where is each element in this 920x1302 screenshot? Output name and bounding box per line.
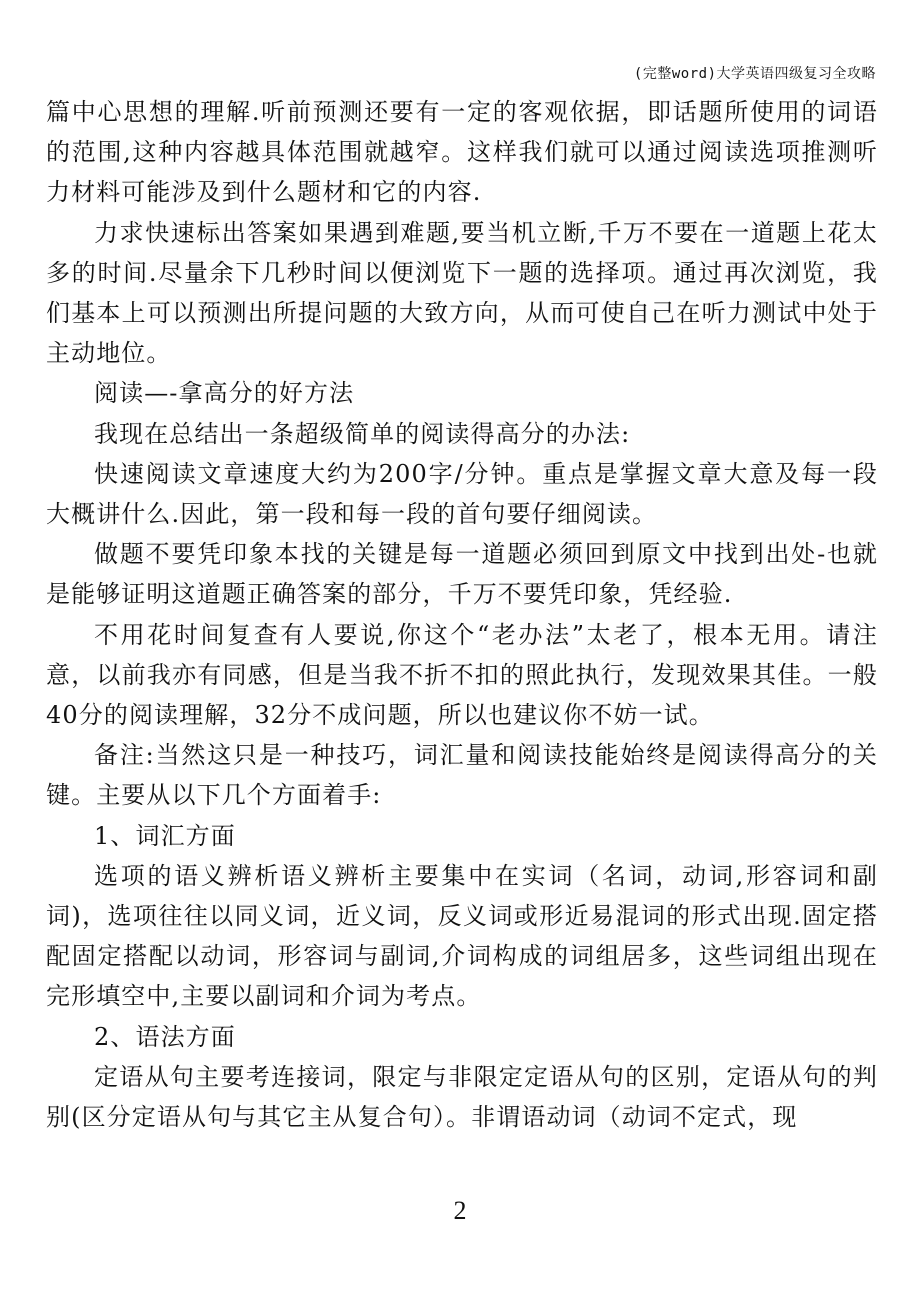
paragraph-grammar: 定语从句主要考连接词，限定与非限定定语从句的区别，定语从句的判别(区分定语从句与其它主从复合句）。非谓语动词（动词不定式，现 xyxy=(46,1062,878,1132)
running-header: (完整word)大学英语四级复习全攻略 xyxy=(633,66,876,82)
page-number: 2 xyxy=(453,1196,467,1225)
paragraph-mark-answers-quickly: 力求快速标出答案如果遇到难题,要当机立断,千万不要在一道题上花太多的时间.尽量余下几秒时间以便浏览下一题的选择项。通过再次浏览，我们基本上可以预测出所提问题的大致方向，从而可使自己在听力测试中处于主动地位。 xyxy=(46,218,878,368)
section-heading-grammar: 2、语法方面 xyxy=(94,1022,236,1051)
paragraph-vocabulary: 选项的语义辨析语义辨析主要集中在实词（名词，动词,形容词和副词)，选项往往以同义词，近义词，反义词或形近易混词的形式出现.固定搭配固定搭配以动词，形容词与副词,介词构成的词组居多，这些词组出现在完形填空中,主要以副词和介词为考点。 xyxy=(46,861,878,1011)
section-heading-vocabulary: 1、词汇方面 xyxy=(94,821,236,850)
paragraph-listening-prediction-cont: 篇中心思想的理解.听前预测还要有一定的客观依据，即话题所使用的词语的范围,这种内容越具体范围就越窄。这样我们就可以通过阅读选项推测听力材料可能涉及到什么题材和它的内容. xyxy=(46,98,878,207)
paragraph-reading-method-intro: 我现在总结出一条超级简单的阅读得高分的办法: xyxy=(94,419,631,448)
body-text xyxy=(46,92,878,1137)
section-heading-reading: 阅读—-拿高分的好方法 xyxy=(94,379,355,408)
paragraph-note: 备注:当然这只是一种技巧，词汇量和阅读技能始终是阅读得高分的关键。主要从以下几个方面着手: xyxy=(46,741,878,810)
paragraph-fast-reading: 快速阅读文章速度大约为200字/分钟。重点是掌握文章大意及每一段大概讲什么.因此，第一段和每一段的首句要仔细阅读。 xyxy=(46,459,878,529)
paragraph-return-to-text: 做题不要凭印象本找的关键是每一道题必须回到原文中找到出处-也就是能够证明这道题正确答案的部分，千万不要凭印象，凭经验. xyxy=(46,540,878,609)
paragraph-no-review: 不用花时间复查有人要说,你这个“老办法”太老了，根本无用。请注意，以前我亦有同感，但是当我不折不扣的照此执行，发现效果其佳。一般40分的阅读理解，32分不成问题，所以也建议你不妨一试。 xyxy=(46,620,878,730)
